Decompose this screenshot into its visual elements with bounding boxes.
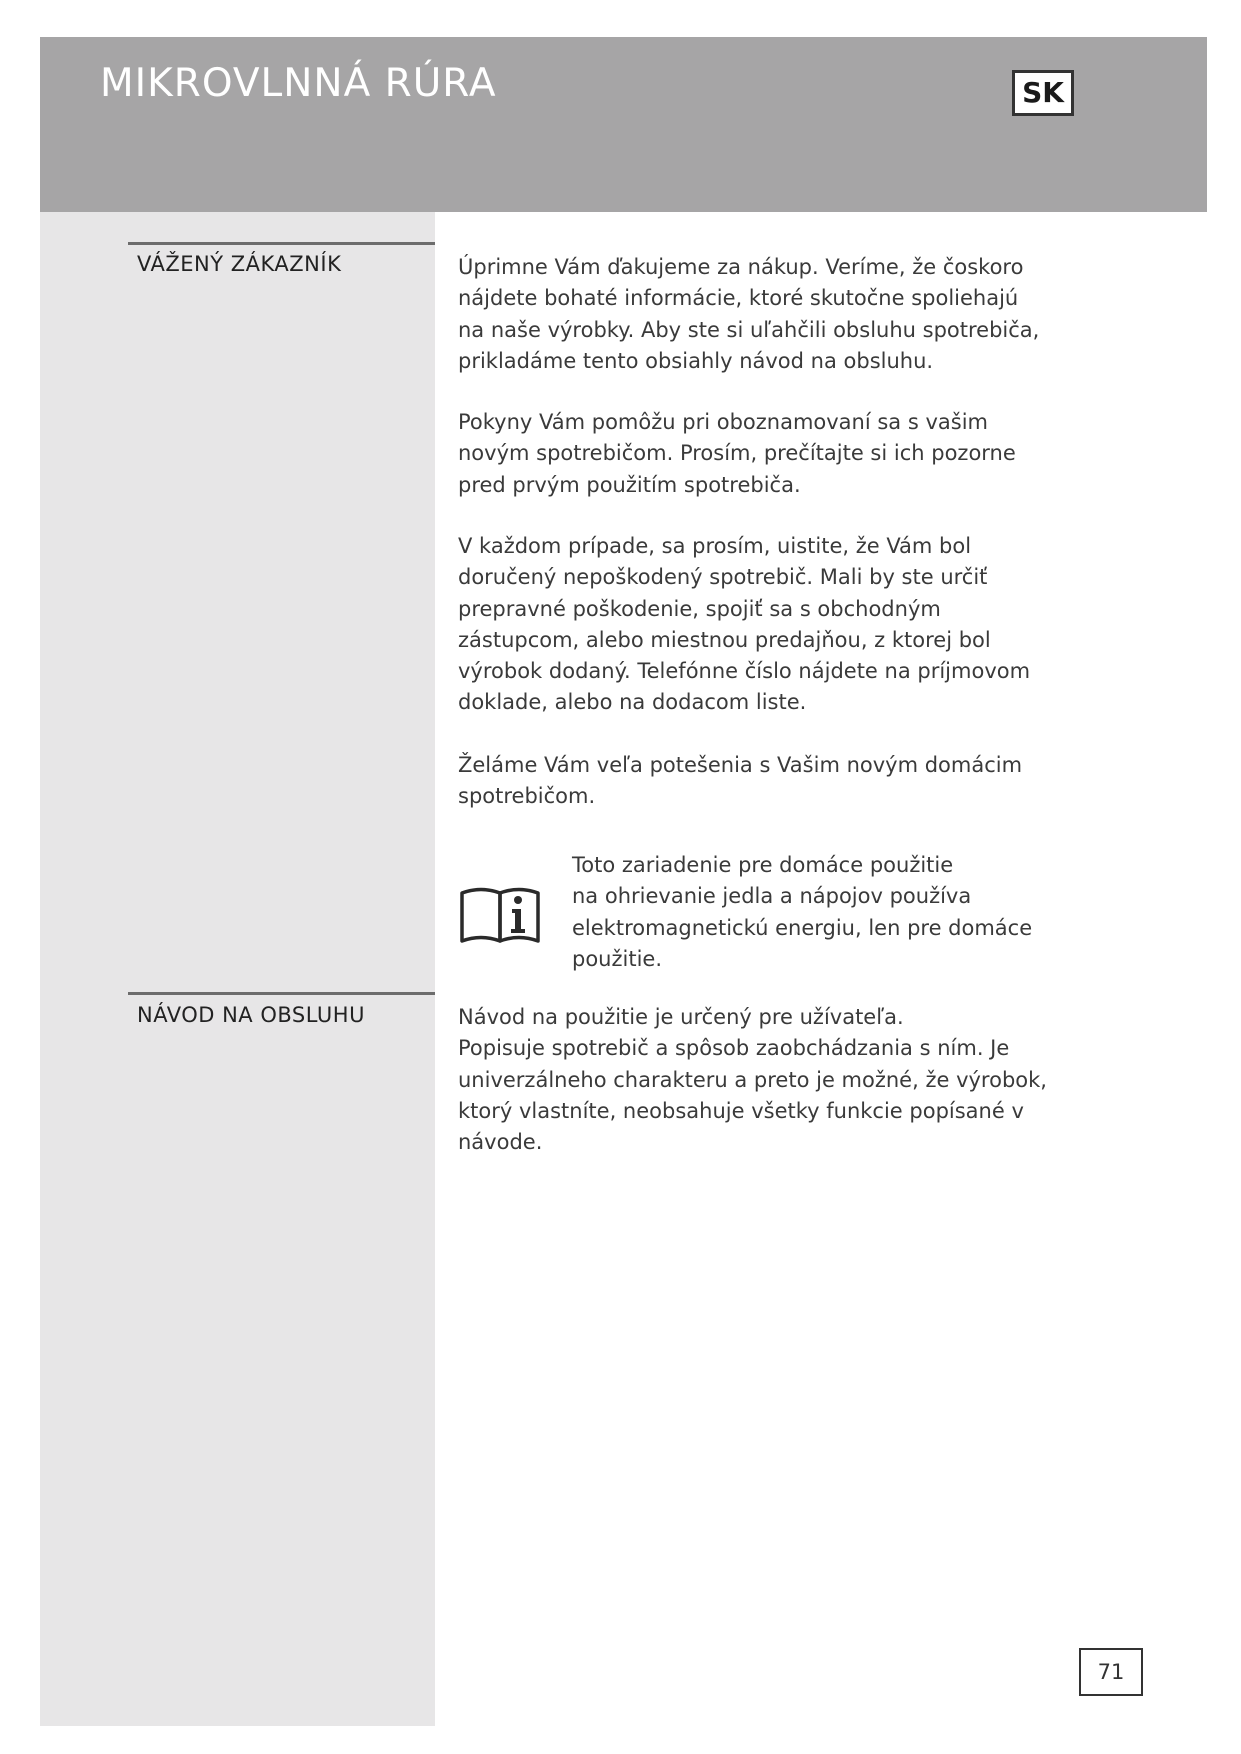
paragraph-manual-info: Návod na použitie je určený pre užívateľa. Popisuje spotrebič a spôsob zaobchádzania s ním. Je univerzálneho charakteru a preto je možné, že výrobok, ktorý vlastníte, neobsahuje všetky funkcie popísané v návode. [458, 1005, 1047, 1155]
section-heading-dear-customer: VÁŽENÝ ZÁKAZNÍK [137, 252, 342, 276]
page-title: MIKROVLNNÁ RÚRA [100, 61, 497, 106]
manual-info-icon [459, 883, 542, 946]
appliance-note: Toto zariadenie pre domáce použitie na ohrievanie jedla a nápojov používa elektromagnetickú energiu, len pre domáce použitie. [572, 853, 1033, 971]
paragraph-instructions: Pokyny Vám pomôžu pri oboznamovaní sa s vašim novým spotrebičom. Prosím, prečítajte si ich pozorne pred prvým použitím spotrebiča. [458, 410, 1016, 497]
section-divider [128, 242, 435, 245]
section-divider [128, 992, 435, 995]
paragraph-damage-check: V každom prípade, sa prosím, uistite, že Vám bol doručený nepoškodený spotrebič. Mali by ste určiť prepravné poškodenie, spojiť sa s obchodným zástupcom, alebo miestnou predajňou, z ktorej bol výrobok dodaný. Telefónne číslo nájdete na príjmovom doklade, alebo na dodacom liste. [458, 534, 1031, 715]
language-badge: SK [1012, 70, 1074, 116]
left-sidebar [40, 212, 435, 1726]
page-number: 71 [1079, 1648, 1143, 1696]
paragraph-wishes: Želáme Vám veľa potešenia s Vašim novým domácim spotrebičom. [458, 753, 1023, 809]
paragraph-thanks: Úprimne Vám ďakujeme za nákup. Veríme, že čoskoro nájdete bohaté informácie, ktoré skutočne spoliehajú na naše výrobky. Aby ste si uľahčili obsluhu spotrebiča, prikladáme tento obsiahly návod na obsluhu. [458, 255, 1040, 373]
section-heading-user-manual: NÁVOD NA OBSLUHU [137, 1003, 365, 1027]
